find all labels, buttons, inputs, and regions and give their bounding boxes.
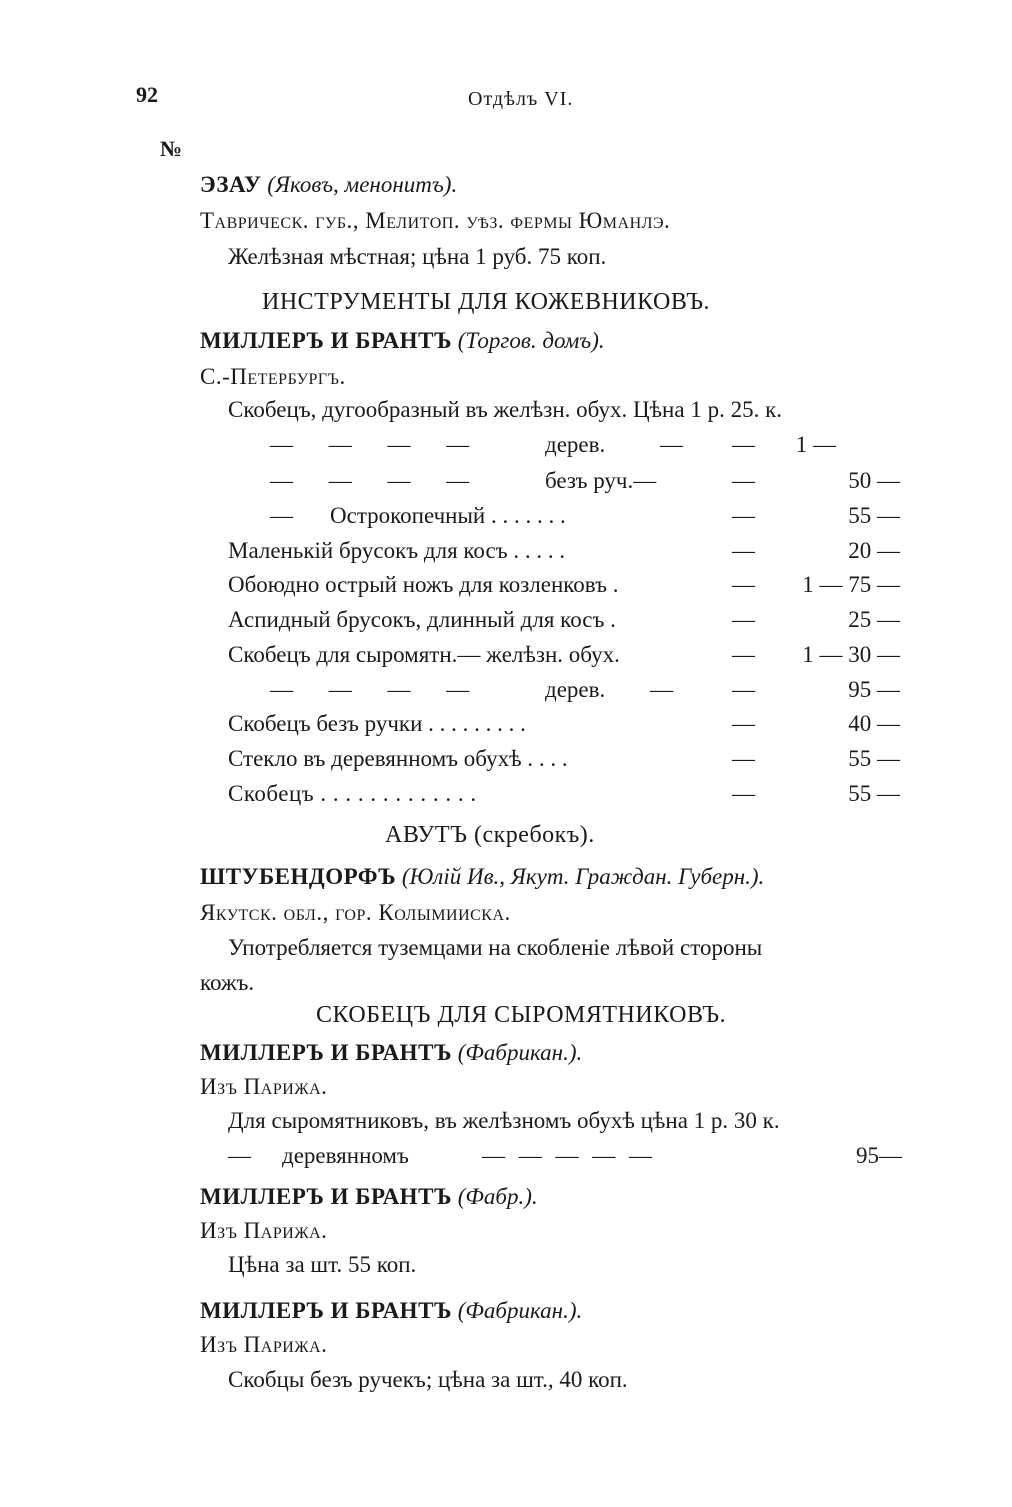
number-sign: № — [160, 136, 183, 161]
item-desc: Скобецъ . . . . . . . . . . . . . — [228, 781, 477, 806]
section1-maker: МИЛЛЕРЪ И БРАНТЪ — [200, 328, 453, 353]
item-price: 25 — — [848, 607, 900, 632]
item-price: 95 — — [848, 677, 900, 702]
section3-entry1-place: Изъ Парижа. — [200, 1074, 328, 1099]
section3-heading: СКОБЕЦЪ ДЛЯ СЫРОМЯТНИКОВЪ. — [316, 1002, 727, 1028]
entry1-place: Таврическ. губ., Мелитоп. уѣз. фермы Юманлэ. — [200, 208, 671, 233]
section2-text-line1: Употребляется туземцами на скобленіе лѣвой стороны — [228, 935, 763, 960]
item-col-dash: — — [732, 746, 755, 771]
item-mid-dash: — — [660, 432, 683, 457]
item-col-dash: — — [732, 503, 755, 528]
section3-entry2-maker-note: (Фабр.). — [457, 1184, 538, 1209]
section3-entry1-maker-note: (Фабрикан.). — [457, 1040, 583, 1065]
section2-maker: ШТУБЕНДОРФЪ — [200, 864, 397, 889]
section2-maker-note: (Юлій Ив., Якут. Граждан. Губерн.). — [401, 864, 765, 889]
section3-entry1-maker: МИЛЛЕРЪ И БРАНТЪ — [200, 1040, 453, 1065]
item-price: 1 — — [795, 432, 836, 457]
item-col-dash: — — [732, 607, 755, 632]
item-mid-dash: — — [650, 677, 673, 702]
item-desc: безъ руч.— — [545, 468, 657, 493]
item-desc: Острокопечный . . . . . . . — [330, 503, 566, 528]
section3-entry3-maker: МИЛЛЕРЪ И БРАНТЪ — [200, 1298, 453, 1323]
item-desc: Обоюдно острый ножъ для козленковъ . — [228, 572, 619, 597]
section3-entry1-line2-dash: — — [228, 1143, 251, 1168]
section1-maker-line — [200, 326, 605, 356]
section2-maker-line — [200, 862, 764, 892]
item-col-dash: — — [732, 538, 755, 563]
item-price: 55 — — [848, 781, 900, 806]
item-price: 50 — — [848, 468, 900, 493]
item-dashes: — — — — — [270, 468, 470, 493]
item-col-dash: — — [732, 711, 755, 736]
item-col-dash: — — [732, 572, 755, 597]
section3-entry1-line2-text: деревянномъ — [282, 1143, 409, 1168]
page-number: 92 — [136, 82, 158, 107]
section3-entry3-maker-line — [200, 1296, 582, 1326]
section3-entry2-maker-line — [200, 1182, 538, 1212]
item-col-dash: — — [732, 468, 755, 493]
item-dashes: — — [270, 503, 293, 528]
item-price: 55 — — [848, 746, 900, 771]
item-price: 1 — 75 — — [802, 572, 900, 597]
section2-text-line2: кожъ. — [200, 970, 255, 995]
section3-entry1-line2-price: 95— — [856, 1143, 902, 1168]
item-desc: дерев. — [545, 432, 606, 457]
item-col-dash: — — [732, 781, 755, 806]
section3-entry3-line1: Скобцы безъ ручекъ; цѣна за шт., 40 коп. — [228, 1367, 628, 1392]
running-title: Отдѣлъ VI. — [468, 88, 574, 110]
section1-maker-note: (Торгов. домъ). — [457, 328, 605, 353]
item-desc: Скобецъ для сыромятн.— желѣзн. обух. — [228, 642, 620, 667]
item-dashes: — — — — — [270, 432, 470, 457]
item-dashes: — — — — — [270, 677, 470, 702]
entry1-text: Желѣзная мѣстная; цѣна 1 руб. 75 коп. — [228, 244, 607, 269]
item-price: 1 — 30 — — [802, 642, 900, 667]
section3-entry2-place: Изъ Парижа. — [200, 1218, 328, 1243]
section1-first-line: Скобецъ, дугообразный въ желѣзн. обух. Цѣна 1 р. 25. к. — [228, 397, 782, 422]
item-desc: Скобецъ безъ ручки . . . . . . . . . — [228, 711, 526, 736]
item-col-dash: — — [732, 642, 755, 667]
item-desc: дерев. — [545, 677, 606, 702]
section3-entry3-maker-note: (Фабрикан.). — [457, 1298, 583, 1323]
item-desc: Аспидный брусокъ, длинный для косъ . — [228, 607, 616, 632]
section2-place: Якутск. обл., гор. Колымииска. — [200, 900, 511, 925]
item-col-dash: — — [732, 677, 755, 702]
section3-entry3-place: Изъ Парижа. — [200, 1332, 328, 1357]
section3-entry2-maker: МИЛЛЕРЪ И БРАНТЪ — [200, 1184, 453, 1209]
item-price: 40 — — [848, 711, 900, 736]
entry1-maker: ЭЗАУ — [200, 172, 262, 197]
entry1-maker-note: (Яковъ, менонитъ). — [267, 172, 458, 197]
section3-entry1-maker-line — [200, 1038, 582, 1068]
item-price: 55 — — [848, 503, 900, 528]
section3-entry2-line1: Цѣна за шт. 55 коп. — [228, 1252, 417, 1277]
section3-entry1-line1: Для сыромятниковъ, въ желѣзномъ обухѣ цѣна 1 р. 30 к. — [228, 1108, 780, 1133]
item-desc: Стекло въ деревянномъ обухѣ . . . . — [228, 746, 568, 771]
section2-heading: АВУТЪ (скребокъ). — [385, 822, 595, 848]
item-price: 20 — — [848, 538, 900, 563]
item-desc: Маленькій брусокъ для косъ . . . . . — [228, 538, 566, 563]
section1-place: С.-Петербургъ. — [200, 364, 346, 389]
entry1-maker-line — [200, 170, 457, 200]
item-col-dash: — — [732, 432, 755, 457]
section1-heading: ИНСТРУМЕНТЫ ДЛЯ КОЖЕВНИКОВЪ. — [262, 289, 711, 315]
section3-entry1-line2-dashes: — — — — — — [482, 1143, 652, 1168]
